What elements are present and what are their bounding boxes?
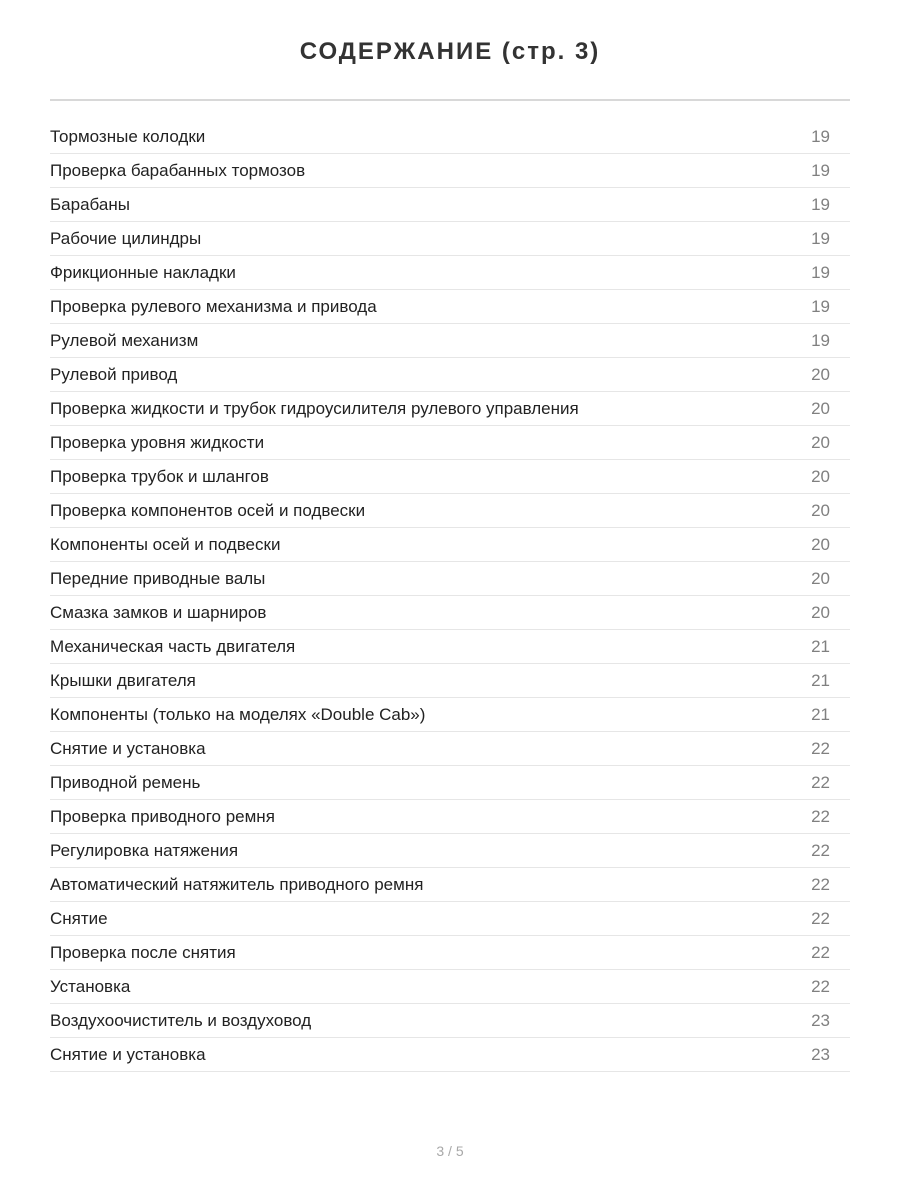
- toc-entry[interactable]: [50, 1038, 850, 1072]
- toc-entry-page-number: 22: [811, 942, 830, 962]
- toc-entry-page-number: 21: [811, 636, 830, 656]
- toc-entry-page-number: 19: [811, 262, 830, 282]
- toc-entry[interactable]: [50, 494, 850, 528]
- toc-entry[interactable]: [50, 154, 850, 188]
- toc-entry[interactable]: [50, 970, 850, 1004]
- toc-entry[interactable]: [50, 120, 850, 154]
- toc-entry-page-number: 19: [811, 330, 830, 350]
- toc-entry[interactable]: [50, 222, 850, 256]
- toc-entry-page-number: 22: [811, 806, 830, 826]
- toc-entry-label: Механическая часть двигателя: [50, 636, 296, 656]
- toc-entry-page-number: 20: [811, 398, 830, 418]
- toc-entry-label: Передние приводные валы: [50, 568, 266, 588]
- toc-entry-page-number: 23: [811, 1010, 830, 1030]
- toc-entry[interactable]: [50, 460, 850, 494]
- toc-entry[interactable]: [50, 188, 850, 222]
- toc-entry-page-number: 22: [811, 738, 830, 758]
- toc-entry-page-number: 22: [811, 908, 830, 928]
- toc-entry-label: Регулировка натяжения: [50, 840, 239, 860]
- toc-entry-page-number: 20: [811, 568, 830, 588]
- toc-entry-label: Тормозные колодки: [50, 126, 206, 146]
- toc-entry[interactable]: [50, 528, 850, 562]
- toc-entry-label: Фрикционные накладки: [50, 262, 236, 282]
- toc-entry-page-number: 19: [811, 228, 830, 248]
- toc-entry[interactable]: [50, 324, 850, 358]
- toc-entry-page-number: 19: [811, 126, 830, 146]
- toc-entry-page-number: 20: [811, 466, 830, 486]
- toc-entry-label: Крышки двигателя: [50, 670, 196, 690]
- toc-entry-label: Проверка после снятия: [50, 942, 236, 962]
- toc-entry-page-number: 22: [811, 976, 830, 996]
- toc-entry-label: Установка: [50, 976, 131, 996]
- toc-entry-label: Рулевой механизм: [50, 330, 199, 350]
- toc-entry-page-number: 19: [811, 194, 830, 214]
- toc-entry-label: Проверка барабанных тормозов: [50, 160, 306, 180]
- toc-entry-label: Проверка уровня жидкости: [50, 432, 265, 452]
- toc-entry-page-number: 20: [811, 432, 830, 452]
- toc-entry[interactable]: [50, 256, 850, 290]
- toc-entry-label: Компоненты осей и подвески: [50, 534, 281, 554]
- toc-entry[interactable]: [50, 834, 850, 868]
- toc-entry-page-number: 19: [811, 160, 830, 180]
- toc-entry-page-number: 20: [811, 602, 830, 622]
- toc-entry[interactable]: [50, 426, 850, 460]
- toc-entry-page-number: 23: [811, 1044, 830, 1064]
- toc-entry-page-number: 21: [811, 670, 830, 690]
- toc-entry[interactable]: [50, 698, 850, 732]
- toc-entry-label: Воздухоочиститель и воздуховод: [50, 1010, 312, 1030]
- toc-entry[interactable]: [50, 630, 850, 664]
- toc-entry-page-number: 22: [811, 874, 830, 894]
- toc-entry[interactable]: [50, 358, 850, 392]
- toc-entry[interactable]: [50, 732, 850, 766]
- toc-entry-page-number: 19: [811, 296, 830, 316]
- toc-entry-label: Приводной ремень: [50, 772, 201, 792]
- toc-entry-label: Проверка трубок и шлангов: [50, 466, 269, 486]
- toc-entry[interactable]: [50, 766, 850, 800]
- toc-entry-label: Проверка рулевого механизма и привода: [50, 296, 377, 316]
- toc-entry[interactable]: [50, 936, 850, 970]
- toc-entry-label: Автоматический натяжитель приводного ремня: [50, 874, 424, 894]
- toc-entry-page-number: 22: [811, 840, 830, 860]
- toc-entry[interactable]: [50, 392, 850, 426]
- toc-entry-page-number: 20: [811, 364, 830, 384]
- toc-entry-label: Снятие и установка: [50, 1044, 206, 1064]
- toc-entry[interactable]: [50, 290, 850, 324]
- toc-entry[interactable]: [50, 1004, 850, 1038]
- toc-entry-page-number: 20: [811, 534, 830, 554]
- toc-entry[interactable]: [50, 664, 850, 698]
- table-of-contents: [50, 120, 850, 1072]
- toc-entry-label: Проверка компонентов осей и подвески: [50, 500, 366, 520]
- toc-entry-page-number: 21: [811, 704, 830, 724]
- toc-entry-label: Компоненты (только на моделях «Double Cab»): [50, 704, 426, 724]
- page-indicator: 3 / 5: [436, 1143, 464, 1159]
- toc-entry-page-number: 22: [811, 772, 830, 792]
- title-divider: [50, 99, 850, 101]
- toc-entry-label: Рабочие цилиндры: [50, 228, 202, 248]
- toc-entry-label: Барабаны: [50, 194, 130, 214]
- toc-entry-label: Снятие и установка: [50, 738, 206, 758]
- toc-entry-label: Снятие: [50, 908, 108, 928]
- toc-entry-label: Проверка жидкости и трубок гидроусилителя рулевого управления: [50, 398, 579, 418]
- toc-entry-label: Рулевой привод: [50, 364, 178, 384]
- toc-entry[interactable]: [50, 800, 850, 834]
- toc-entry[interactable]: [50, 596, 850, 630]
- toc-entry[interactable]: [50, 562, 850, 596]
- toc-entry-page-number: 20: [811, 500, 830, 520]
- page-title: СОДЕРЖАНИЕ (стр. 3): [299, 38, 601, 65]
- toc-entry-label: Проверка приводного ремня: [50, 806, 275, 826]
- toc-entry-label: Смазка замков и шарниров: [50, 602, 267, 622]
- toc-entry[interactable]: [50, 868, 850, 902]
- toc-entry[interactable]: [50, 902, 850, 936]
